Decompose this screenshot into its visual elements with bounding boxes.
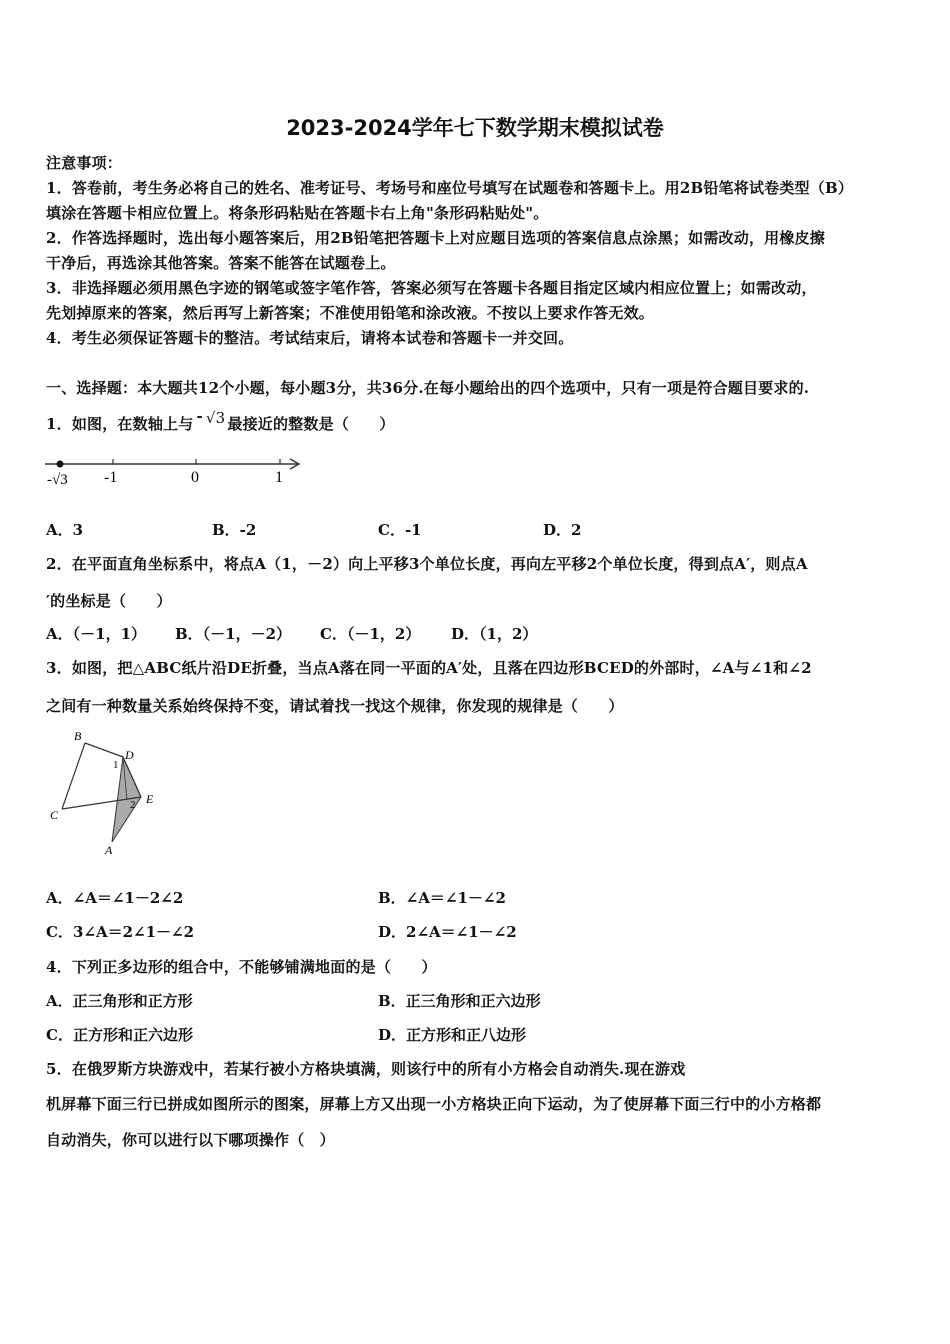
q3-option-a[interactable]: A．∠A＝∠1－2∠2 — [46, 889, 184, 907]
q3-option-c[interactable]: C．3∠A＝2∠1－∠2 — [46, 923, 195, 941]
notice-line: 干净后，再选涂其他答案。答案不能答在试题卷上。 — [46, 254, 396, 272]
point-minus-root3 — [57, 461, 64, 468]
label-d: D — [125, 748, 134, 762]
q1-prefix: 1．如图，在数轴上与 — [46, 415, 194, 433]
page-title: 2023-2024学年七下数学期末模拟试卷 — [286, 116, 664, 140]
question-5-line: 自动消失，你可以进行以下哪项操作（ ） — [46, 1131, 335, 1149]
notice-line: 2．作答选择题时，选出每小题答案后，用2B铅笔把答题卡上对应题目选项的答案信息点涂黑；如需改动，用橡皮擦 — [46, 229, 825, 247]
question-4-line: 4．下列正多边形的组合中，不能够铺满地面的是（ ） — [46, 958, 437, 976]
axis-label: -1 — [104, 469, 118, 486]
side-bc — [62, 743, 85, 809]
label-angle-2: 2 — [130, 799, 136, 811]
q1-option-d[interactable]: D．2 — [543, 521, 582, 539]
number-line-figure — [40, 450, 310, 495]
notice-line: 4．考生必须保证答题卡的整洁。考试结束后，请将本试卷和答题卡一并交回。 — [46, 329, 574, 347]
q2-option-a[interactable]: A．（－1，1） — [46, 625, 147, 643]
q1-radical: √3 — [205, 409, 226, 427]
q2-option-d[interactable]: D．（1，2） — [451, 625, 538, 643]
q1-suffix: 最接近的整数是（ ） — [227, 415, 395, 433]
notice-line: 1．答卷前，考生务必将自己的姓名、准考证号、考场号和座位号填写在试题卷和答题卡上。用2B铅笔将试卷类型（B） — [46, 179, 854, 197]
q3-option-b[interactable]: B．∠A＝∠1－∠2 — [378, 889, 506, 907]
side-bd — [85, 743, 123, 757]
question-2-line: ′的坐标是（ ） — [46, 592, 172, 610]
notice-line: 先划掉原来的答案，然后再写上新答案；不准使用铅笔和涂改液。不按以上要求作答无效。 — [46, 304, 655, 322]
label-angle-1: 1 — [113, 759, 119, 771]
label-c: C — [50, 808, 59, 822]
q1-minus: - — [196, 407, 203, 425]
q2-option-c[interactable]: C．（－1，2） — [320, 625, 421, 643]
q4-option-c[interactable]: C．正方形和正六边形 — [46, 1026, 193, 1044]
q4-option-d[interactable]: D．正方形和正八边形 — [378, 1026, 527, 1044]
q3-option-d[interactable]: D．2∠A＝∠1－∠2 — [378, 923, 517, 941]
q1-option-b[interactable]: B．-2 — [212, 521, 257, 539]
notice-line: 填涂在答题卡相应位置上。将条形码粘贴在答题卡右上角"条形码粘贴处"。 — [46, 204, 549, 222]
question-5-line: 5．在俄罗斯方块游戏中，若某行被小方格块填满，则该行中的所有小方格会自动消失.现在游戏 — [46, 1060, 686, 1078]
question-2-line: 2．在平面直角坐标系中，将点A（1，－2）向上平移3个单位长度，再向左平移2个单位长度，得到点A′，则点A — [46, 555, 808, 573]
label-e: E — [146, 792, 154, 806]
q4-option-a[interactable]: A．正三角形和正方形 — [46, 992, 193, 1010]
axis-label: -√3 — [47, 472, 68, 488]
section-heading: 一、选择题：本大题共12个小题，每小题3分，共36分.在每小题给出的四个选项中，只有一项是符合题目要求的. — [46, 379, 810, 397]
axis-label: 1 — [275, 469, 283, 486]
question-1-stem — [46, 407, 395, 434]
label-b: B — [74, 729, 82, 743]
question-3-line: 3．如图，把△ABC纸片沿DE折叠，当点A落在同一平面的A′处，且落在四边形BCED的外部时，∠A与∠1和∠2 — [46, 659, 812, 677]
label-a: A — [105, 843, 113, 857]
q4-option-b[interactable]: B．正三角形和正六边形 — [378, 992, 541, 1010]
triangle-fold-figure — [45, 728, 175, 860]
q1-option-a[interactable]: A．3 — [46, 521, 84, 539]
notice-line: 3．非选择题必须用黑色字迹的钢笔或签字笔作答，答案必须写在答题卡各题目指定区域内相应位置上；如需改动， — [46, 279, 817, 297]
axis-label: 0 — [191, 469, 199, 486]
question-3-line: 之间有一种数量关系始终保持不变，请试着找一找这个规律，你发现的规律是（ ） — [46, 697, 624, 715]
notice-heading: 注意事项： — [46, 154, 123, 172]
q2-option-b[interactable]: B．（－1，－2） — [175, 625, 292, 643]
q1-option-c[interactable]: C．-1 — [378, 521, 422, 539]
question-5-line: 机屏幕下面三行已拼成如图所示的图案，屏幕上方又出现一小方格块正向下运动，为了使屏幕下面三行中的小方格都 — [46, 1095, 822, 1113]
